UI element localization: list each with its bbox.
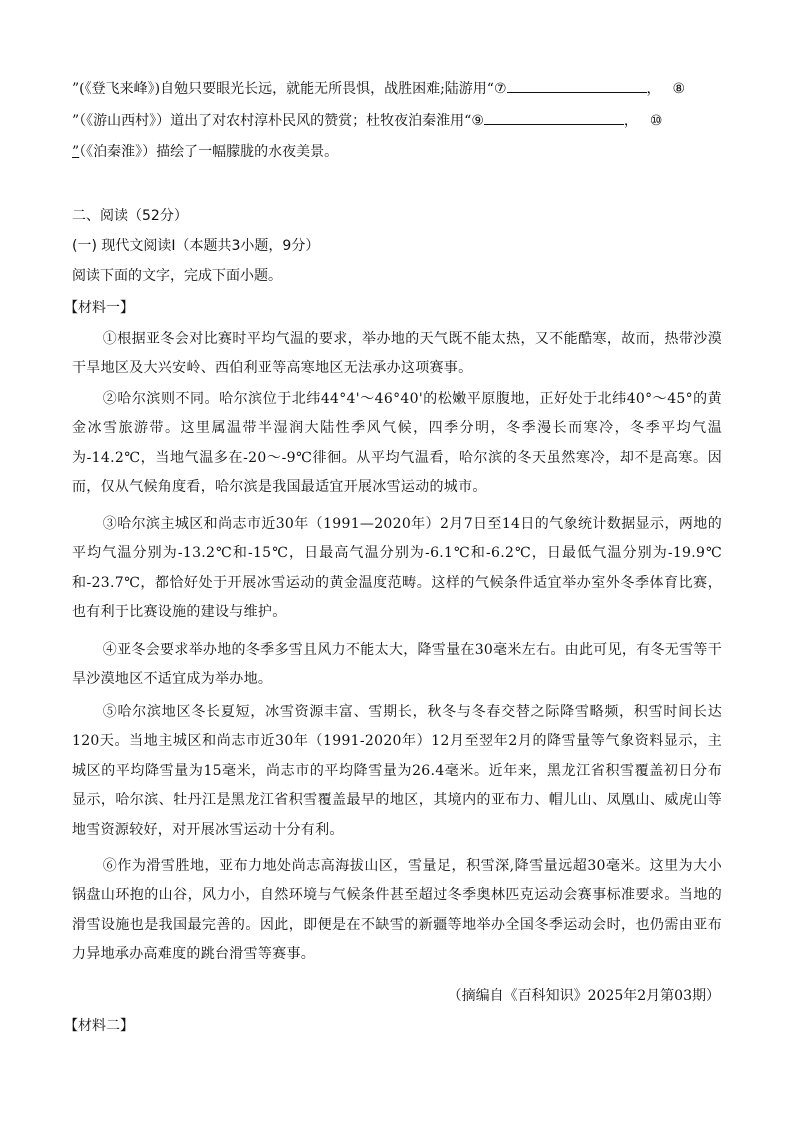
paragraph-5: ⑤哈尔滨地区冬长夏短，冰雪资源丰富、雪期长，秋冬与冬春交替之际降雪略频，积雪时间长达120天。当地主城区和尚志市近30年（1991-2020年）12月至翌年2月的降雪量等气象资料显示，主城区的平均降雪量为15毫米，尚志市的平均降雪量为26.4毫米。近年来，黑龙江省积雪覆盖初日分布显示，哈尔滨、牡丹江是黑龙江省积雪覆盖最早的地区，其境内的亚布力、帽儿山、凤凰山、威虎山等地雪资源较好，对开展冰雪运动十分有利。: [72, 704, 722, 838]
poetry-line-3-text: （《泊秦淮》）描绘了一幅朦胧的水夜美景。: [79, 144, 339, 160]
paragraph-2: ②哈尔滨则不同。哈尔滨位于北纬44°4'～46°40'的松嫩平原腹地，正好处于北纬40°～45°的黄金冰雪旅游带。这里属温带半湿润大陆性季风气候，四季分明，冬季漫长而寒冷，冬季平均气温为-14.2℃，当地气温多在-20～-9℃徘徊。从平均气温看，哈尔滨的冬天虽然寒冷，却不是高寒。因而，仅从气候角度看，哈尔滨是我国最适宜开展冰雪运动的城市。: [72, 391, 722, 496]
paragraph-3: ③哈尔滨主城区和尚志市近30年（1991—2020年）2月7日至14日的气象统计数据显示，两地的平均气温分别为-13.2℃和-15℃，日最高气温分别为-6.1℃和-6.2℃，日最低气温分别为-19.9℃和-23.7℃，都恰好处于开展冰雪运动的黄金温度范畴。这样的气候条件适宜举办室外冬季体育比赛，也有利于比赛设施的建设与维护。: [72, 516, 722, 621]
poetry-line-2: [72, 110, 662, 131]
source-citation: （摘编自《百科知识》2025年2月第03期）: [447, 988, 720, 1004]
blank-number-10: ⑩: [649, 113, 663, 129]
poetry-line-2-text: ”（《游山西村》）道出了对农村淳朴民风的赞赏；杜牧夜泊秦淮用“: [72, 113, 472, 129]
answer-blank-9[interactable]: [484, 110, 624, 125]
poetry-line-1: [72, 78, 685, 99]
paragraph-4: ④亚冬会要求举办地的冬季多雪且风力不能太大，降雪量在30毫米左右。由此可见，有冬无雪等干旱沙漠地区不适宜成为举办地。: [72, 642, 722, 688]
paragraph-6: ⑥作为滑雪胜地，亚布力地处尚志高海拔山区，雪量足，积雪深,降雪量远超30毫米。这里为大小锅盘山环抱的山谷，风力小，自然环境与气候条件甚至超过冬季奥林匹克运动会赛事标准要求。当地的滑雪设施也是我国最完善的。因此，即便是在不缺雪的新疆等地举办全国冬季运动会时，也仍需由亚布力异地承办高难度的跳台滑雪等赛事。: [72, 858, 722, 963]
blank-number-8: ⑧: [672, 81, 686, 97]
section-subtitle: (一) 现代文阅读Ⅰ（本题共3小题，9分）: [72, 238, 320, 254]
material-one-label: 【材料一】: [64, 300, 134, 316]
comma: ，: [646, 81, 661, 97]
poetry-line-3: [72, 142, 338, 162]
poetry-line-1-text: ”(《登飞来峰》)自勉只要眼光长远，就能无所畏惧，战胜困难;陆游用“: [72, 81, 494, 97]
answer-blank-7[interactable]: [507, 78, 647, 93]
blank-number-7: ⑦: [493, 81, 507, 97]
blank-number-9: ⑨: [471, 113, 484, 129]
material-two-label: 【材料二】: [64, 1018, 134, 1034]
paragraph-1: ①根据亚冬会对比赛时平均气温的要求，举办地的天气既不能太热，又不能酷寒，故而，热带沙漠干旱地区及大兴安岭、西伯利亚等高寒地区无法承办这项赛事。: [72, 331, 722, 377]
section-title: 二、阅读（52分）: [72, 208, 188, 224]
reading-instruction: 阅读下面的文字，完成下面小题。: [72, 268, 282, 284]
comma: ，: [623, 113, 638, 129]
answer-blank-10-end[interactable]: ”: [72, 144, 80, 160]
